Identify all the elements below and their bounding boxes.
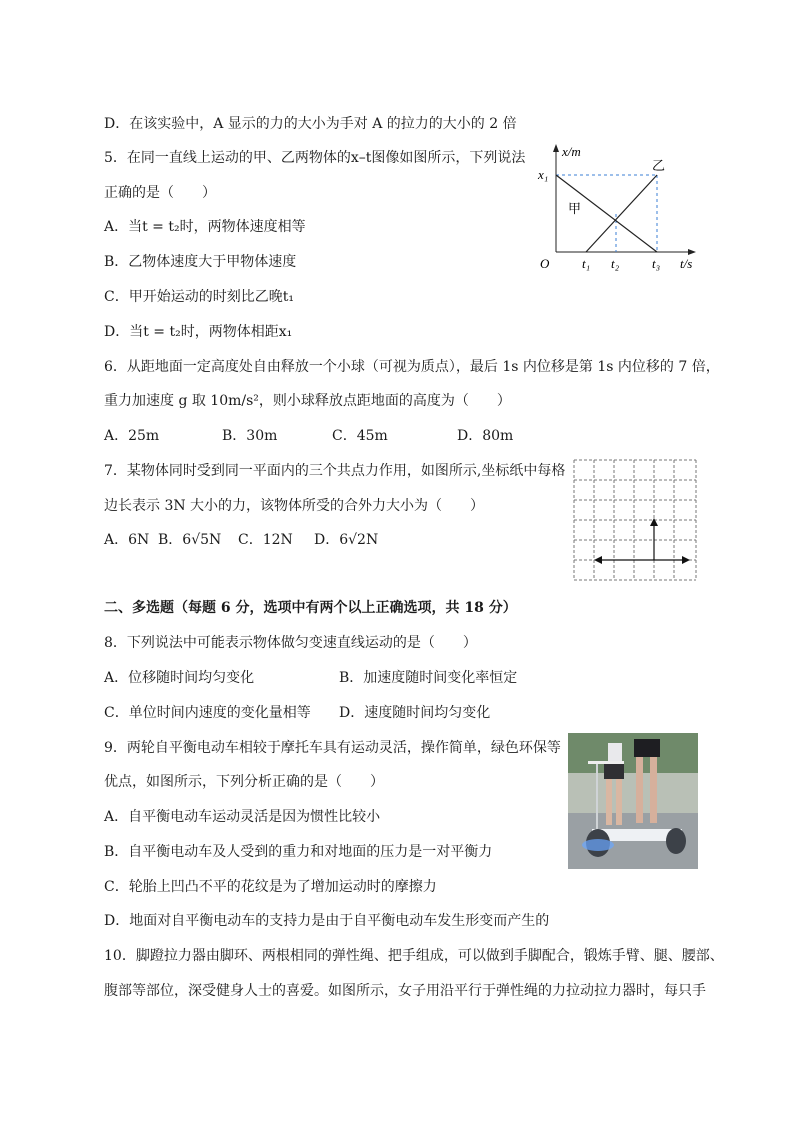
question-7-stem-cont: 边长表示 3N 大小的力，该物体所受的合外力大小为（ ） [104,498,485,514]
question-8-option-c: C．单位时间内速度的变化量相等 [104,705,311,721]
question-5-stem: 5．在同一直线上运动的甲、乙两物体的x–t图像如图所示，下列说法 [104,150,526,166]
question-6-option-b: B．30m [222,428,278,444]
force-grid-figure [572,458,698,582]
question-9-stem: 9．两轮自平衡电动车相较于摩托车具有运动灵活，操作简单，绿色环保等 [104,740,561,756]
question-8-option-b: B．加速度随时间变化率恒定 [339,670,518,686]
question-5-option-a: A．当t = t₂时，两物体速度相等 [104,219,306,235]
question-9-option-c: C．轮胎上凹凸不平的花纹是为了增加运动时的摩擦力 [104,879,437,895]
question-7-stem: 7．某物体同时受到同一平面内的三个共点力作用，如图所示,坐标纸中每格 [104,463,566,479]
graph-t2-label: t₂ [611,256,620,271]
graph-xlabel: t/s [680,256,693,271]
question-10-stem: 10．脚蹬拉力器由脚环、两根相同的弹性绳、把手组成，可以做到手脚配合，锻炼手臂、腿、腰部、 [104,948,724,964]
question-5-option-c: C．甲开始运动的时刻比乙晚t₁ [104,289,294,305]
balance-scooter-photo [568,733,698,869]
graph-yi-label: 乙 [652,159,666,174]
question-6-option-d: D．80m [457,428,514,444]
question-7-option-b: B．6√5N [158,532,222,548]
question-7-option-c: C．12N [238,532,293,548]
question-9-option-d: D．地面对自平衡电动车的支持力是由于自平衡电动车发生形变而产生的 [104,913,550,929]
question-10-stem-cont: 腹部等部位，深受健身人士的喜爱。如图所示，女子用沿平行于弹性绳的力拉动拉力器时，每只手 [104,983,706,999]
graph-t3-label: t₃ [652,256,661,271]
question-8-stem: 8．下列说法中可能表示物体做匀变速直线运动的是（ ） [104,635,477,651]
graph-t1-label: t₁ [582,256,591,271]
graph-origin-label: O [540,256,550,271]
section-2-heading: 二、多选题（每题 6 分，选项中有两个以上正确选项，共 18 分） [104,600,517,616]
graph-jia-label: 甲 [568,202,582,217]
question-6-stem-cont: 重力加速度 g 取 10m/s²，则小球释放点距地面的高度为（ ） [104,393,511,409]
xt-graph [530,140,710,280]
question-7-option-d: D．6√2N [314,532,379,548]
question-9-stem-cont: 优点，如图所示，下列分析正确的是（ ） [104,774,384,790]
question-8-option-d: D．速度随时间均匀变化 [339,705,491,721]
question-9-option-b: B．自平衡电动车及人受到的重力和对地面的压力是一对平衡力 [104,844,493,860]
question-6-option-c: C．45m [332,428,388,444]
question-5-option-d: D．当t = t₂时，两物体相距x₁ [104,324,293,340]
question-5-stem-cont: 正确的是（ ） [104,185,216,201]
graph-ylabel: x/m [562,144,581,159]
line-q4-option-d: D．在该实验中，A 显示的力的大小为手对 A 的拉力的大小的 2 倍 [104,116,517,132]
question-5-option-b: B．乙物体速度大于甲物体速度 [104,254,297,270]
question-6-stem: 6．从距地面一定高度处自由释放一个小球（可视为质点），最后 1s 内位移是第 1s 内位移的 7 倍， [104,359,720,375]
question-7-option-a: A．6N [104,532,150,548]
question-6-option-a: A．25m [104,428,160,444]
graph-x1-label: x₁ [538,167,549,182]
question-8-option-a: A．位移随时间均匀变化 [104,670,255,686]
question-9-option-a: A．自平衡电动车运动灵活是因为惯性比较小 [104,809,381,825]
